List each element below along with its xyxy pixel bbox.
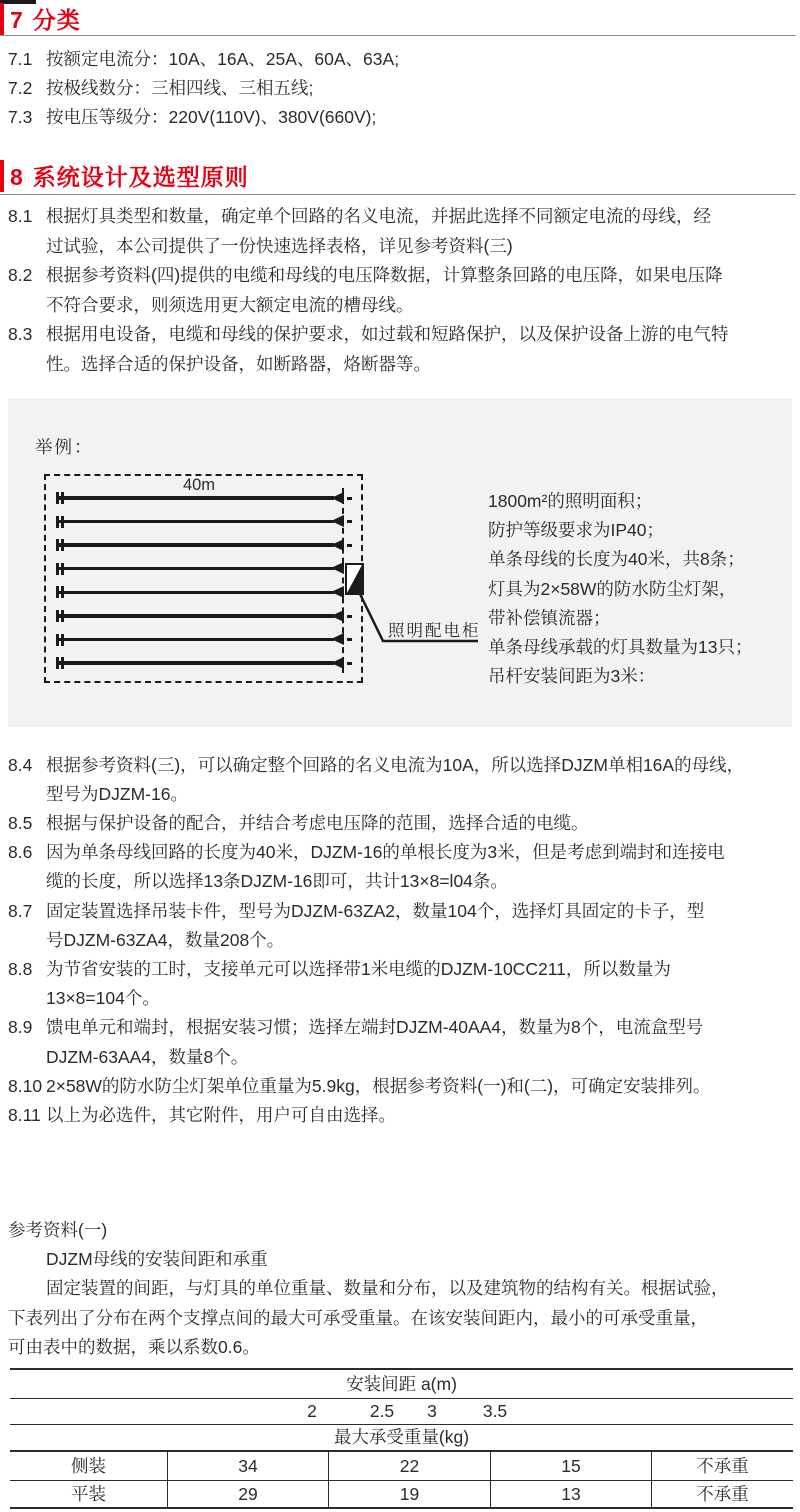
item-text: 馈电单元和端封，根据安装习惯；选择左端封DJZM-40AA4，数量为8个，电流盒型号: [46, 1017, 704, 1038]
selection-steps-list: [8, 751, 794, 1131]
classification-item: [8, 45, 794, 74]
example-note: 带补偿镇流器；: [488, 607, 611, 628]
example-note: 防护等级要求为IP40；: [488, 520, 664, 541]
step-line: [8, 897, 794, 926]
step-line: [8, 926, 794, 955]
principle-line: [8, 350, 794, 380]
example-notes: [488, 487, 752, 691]
item-number: 8.5: [8, 812, 33, 833]
item-text: 按电压等级分：220V(110V)、380V(660V);: [46, 107, 377, 128]
item-number: 8.1: [8, 206, 33, 226]
table-header-weight: 最大承受重量(kg): [10, 1425, 793, 1452]
section-7-title-text: 分类: [32, 7, 81, 33]
cell-value: 29: [167, 1481, 328, 1507]
item-text: 固定装置选择吊装卡件，型号为DJZM-63ZA2，数量104个，选择灯具固定的卡子，型: [46, 900, 705, 921]
step-line: [8, 1101, 794, 1130]
item-text: 根据用电设备，电缆和母线的保护要求，如过载和短路保护，以及保护设备上游的电气特: [46, 324, 729, 344]
section-7-title: [10, 4, 81, 36]
example-note: 单条母线承载的灯具数量为13只；: [488, 637, 753, 658]
section-8-accent-bar: [0, 160, 4, 192]
design-principles-list: [8, 202, 794, 379]
spacing-value: 3.5: [482, 1401, 508, 1421]
step-line: [8, 1043, 794, 1072]
item-number: 8.4: [8, 754, 33, 775]
cell-value: 22: [328, 1452, 490, 1480]
step-line: [8, 780, 794, 809]
step-line: [8, 838, 794, 867]
item-number: 8.6: [8, 842, 33, 863]
example-note: 单条母线的长度为40米，共8条；: [488, 549, 745, 570]
classification-list: [8, 45, 794, 133]
example-box: [8, 398, 792, 727]
spacing-value: 2.5: [369, 1401, 395, 1421]
item-text: 因为单条母线回路的长度为40米，DJZM-16的单根长度为3米，但是考虑到端封和连接电: [46, 842, 725, 863]
principle-line: [8, 261, 794, 291]
example-label: 举例：: [35, 437, 94, 457]
page-edge-artifact: [0, 0, 36, 4]
item-text: 根据与保护设备的配合，并结合考虑电压降的范围，选择合适的电缆。: [46, 812, 589, 833]
item-text: 按极线数分：三相四线、三相五线;: [46, 77, 314, 98]
item-number: 8.8: [8, 958, 33, 979]
item-text: 2×58W的防水防尘灯架单位重量为5.9kg，根据参考资料(一)和(二)，可确定安装排列。: [46, 1075, 711, 1096]
item-number: 7.1: [8, 48, 33, 69]
spacing-value: 2: [307, 1401, 317, 1421]
item-text: 过试验，本公司提供了一份快速选择表格，详见参考资料(三): [46, 235, 513, 256]
item-number: 8.2: [8, 265, 33, 285]
reference-paragraph-line: 固定装置的间距，与灯具的单位重量、数量和分布，以及建筑物的结构有关。根据试验，: [46, 1278, 729, 1299]
section-7-number: 7: [10, 7, 24, 33]
item-number: 8.10: [8, 1075, 43, 1096]
item-text: DJZM-63AA4，数量8个。: [46, 1046, 249, 1067]
cabinet-label: 照明配电柜: [388, 622, 481, 640]
item-number: 7.2: [8, 77, 33, 98]
principle-line: [8, 232, 794, 262]
step-line: [8, 751, 794, 780]
item-text: 根据参考资料(三)，可以确定整个回路的名义电流为10A，所以选择DJZM单相16A的母线，: [46, 754, 745, 775]
item-number: 8.7: [8, 900, 33, 921]
principle-line: [8, 320, 794, 350]
item-text: 根据灯具类型和数量，确定单个回路的名义电流，并据此选择不同额定电流的母线，经: [46, 206, 711, 226]
section-8-number: 8: [10, 164, 24, 190]
item-text: 不符合要求，则须选用更大额定电流的槽母线。: [46, 294, 414, 315]
row-label: 平装: [71, 1484, 106, 1504]
step-line: [8, 955, 794, 984]
step-line: [8, 1013, 794, 1042]
table-header-spacing: 安装间距 a(m): [10, 1368, 793, 1399]
step-line: [8, 867, 794, 896]
example-note: 灯具为2×58W的防水防尘灯架，: [488, 578, 737, 599]
item-number: 8.11: [8, 1104, 41, 1125]
section-7-accent-bar: [0, 3, 4, 35]
section-8-title: [10, 161, 249, 193]
example-note: 1800m²的照明面积；: [488, 491, 653, 511]
step-line: [8, 1072, 794, 1101]
cell-value: 不承重: [651, 1481, 793, 1507]
item-text: 缆的长度，所以选择13条DJZM-16即可，共计13×8=l04条。: [46, 871, 508, 892]
item-text: 为节省安装的工时，支接单元可以选择带1米电缆的DJZM-10CC211，所以数量为: [46, 958, 671, 979]
example-note: 吊杆安装间距为3米：: [488, 666, 656, 687]
item-text: 号DJZM-63ZA4，数量208个。: [46, 929, 285, 950]
item-text: 13×8=104个。: [46, 988, 160, 1009]
classification-item: [8, 103, 794, 132]
cell-value: 不承重: [651, 1452, 793, 1480]
item-number: 7.3: [8, 107, 33, 128]
item-text: 根据参考资料(四)提供的电缆和母线的电压降数据，计算整条回路的电压降，如果电压降: [46, 265, 723, 285]
section-8-rule: [0, 194, 796, 195]
cell-value: 34: [167, 1452, 328, 1480]
principle-line: [8, 291, 794, 321]
section-7-rule: [0, 35, 796, 36]
reference-subtitle: DJZM母线的安装间距和承重: [46, 1249, 268, 1270]
item-text: 以上为必选件，其它附件，用户可自由选择。: [46, 1104, 396, 1125]
item-text: 型号为DJZM-16。: [46, 783, 188, 804]
reference-block: [8, 1216, 794, 1362]
step-line: [8, 984, 794, 1013]
item-text: 性。选择合适的保护设备，如断路器，烙断器等。: [46, 353, 431, 374]
reference-paragraph-line: 下表列出了分布在两个支撑点间的最大可承受重量。在该安装间距内，最小的可承受重量，: [8, 1307, 708, 1328]
section-8-title-text: 系统设计及选型原则: [32, 164, 249, 190]
cell-value: 13: [490, 1481, 651, 1507]
principle-line: [8, 202, 794, 232]
distribution-cabinet-symbol: [345, 563, 364, 595]
row-label: 侧装: [71, 1456, 106, 1476]
spacing-table: [10, 1368, 793, 1509]
item-number: 8.3: [8, 324, 33, 344]
table-spacing-values: [10, 1399, 793, 1425]
item-number: 8.9: [8, 1017, 33, 1038]
dimension-label: 40m: [182, 476, 216, 494]
item-text: 按额定电流分：10A、16A、25A、60A、63A;: [46, 48, 400, 69]
spacing-value: 3: [427, 1401, 437, 1421]
step-line: [8, 809, 794, 838]
reference-title: 参考资料(一): [8, 1220, 108, 1240]
table-row: [10, 1452, 793, 1481]
table-row: [10, 1481, 793, 1509]
cell-value: 15: [490, 1452, 651, 1480]
cell-value: 19: [328, 1481, 490, 1507]
reference-paragraph-line: 可由表中的数据，乘以系数0.6。: [8, 1336, 260, 1357]
classification-item: [8, 74, 794, 103]
